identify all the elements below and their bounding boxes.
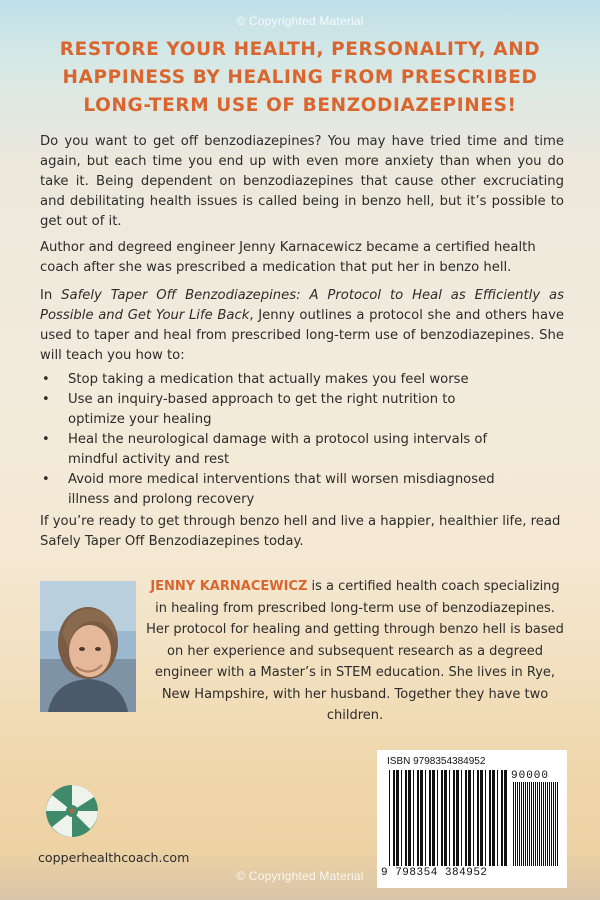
author-bio	[146, 576, 564, 727]
bullet-icon: •	[42, 432, 50, 447]
bullet-icon: •	[42, 392, 50, 407]
intro-paragraph: Do you want to get off benzodiazepines? You may have tried time and time again, but each time you end up with even more anxiety than when you do take it. Being dependent on benzodiazepines that cause other excruciating and debilitating health issues is called being in benzo hell, but it’s possible to get out of it.	[40, 134, 564, 229]
barcode-bars	[389, 770, 507, 866]
isbn-digits: 9 798354 384952	[381, 867, 488, 879]
author-photo-illustration	[40, 581, 136, 712]
isbn-label: ISBN 9798354384952	[387, 756, 486, 767]
headline-line-2: HAPPINESS BY HEALING FROM PRESCRIBED	[62, 67, 538, 88]
author-paragraph: Author and degreed engineer Jenny Karnacewicz became a certified health coach after she was prescribed a medication that put her in benzo hell.	[40, 240, 536, 275]
copyright-watermark-top: © Copyrighted Material	[236, 14, 364, 28]
headline-line-3: LONG-TERM USE OF BENZODIAZEPINES!	[83, 95, 517, 116]
book-paragraph	[40, 286, 564, 366]
benefit-list	[40, 370, 510, 510]
list-item	[40, 370, 510, 390]
list-item-text: Avoid more medical interventions that will worsen misdiagnosed illness and prolong recovery	[68, 472, 495, 507]
list-item-text: Stop taking a medication that actually makes you feel worse	[68, 372, 469, 387]
copyright-watermark-bottom: © Copyrighted Material	[236, 869, 364, 883]
website-link[interactable]: copperhealthcoach.com	[38, 850, 190, 865]
list-item-text: Use an inquiry-based approach to get the right nutrition to optimize your healing	[68, 392, 456, 427]
book-paragraph-prefix: In	[40, 288, 62, 303]
barcode-addon-bars	[513, 782, 561, 878]
author-name: JENNY KARNACEWICZ	[150, 579, 308, 594]
list-item	[40, 470, 510, 510]
closing-paragraph: If you’re ready to get through benzo hell and live a happier, healthier life, read Safely Taper Off Benzodiazepines today.	[40, 514, 561, 549]
book-title: Safely Taper Off Benzodiazepines: A Protocol to Heal as Efficiently as Possible and Get Your Life Back	[40, 288, 564, 323]
headline-line-1: RESTORE YOUR HEALTH, PERSONALITY, AND	[59, 39, 541, 60]
isbn-barcode	[377, 750, 567, 888]
list-item	[40, 390, 510, 430]
copper-health-coach-logo-icon	[44, 783, 100, 839]
list-item	[40, 430, 510, 470]
headline	[30, 36, 570, 120]
book-paragraph-suffix: , Jenny outlines a protocol she and others have used to taper and heal from prescribed long-term use of benzodiazepines. She will teach you how to:	[40, 308, 565, 363]
price-code: 90000	[511, 770, 550, 782]
bullet-icon: •	[42, 372, 50, 387]
author-photo	[40, 581, 136, 712]
bullet-icon: •	[42, 472, 50, 487]
author-bio-text: is a certified health coach specializing in healing from prescribed long-term use of benzodiazepines. Her protocol for healing and getting through benzo hell is based on her experience and subsequent research as a degreed engineer with a Master’s in STEM education. She lives in Rye, New Hampshire, with her husband. Together they have two children.	[146, 579, 564, 723]
list-item-text: Heal the neurological damage with a protocol using intervals of mindful activity and rest	[68, 432, 488, 467]
